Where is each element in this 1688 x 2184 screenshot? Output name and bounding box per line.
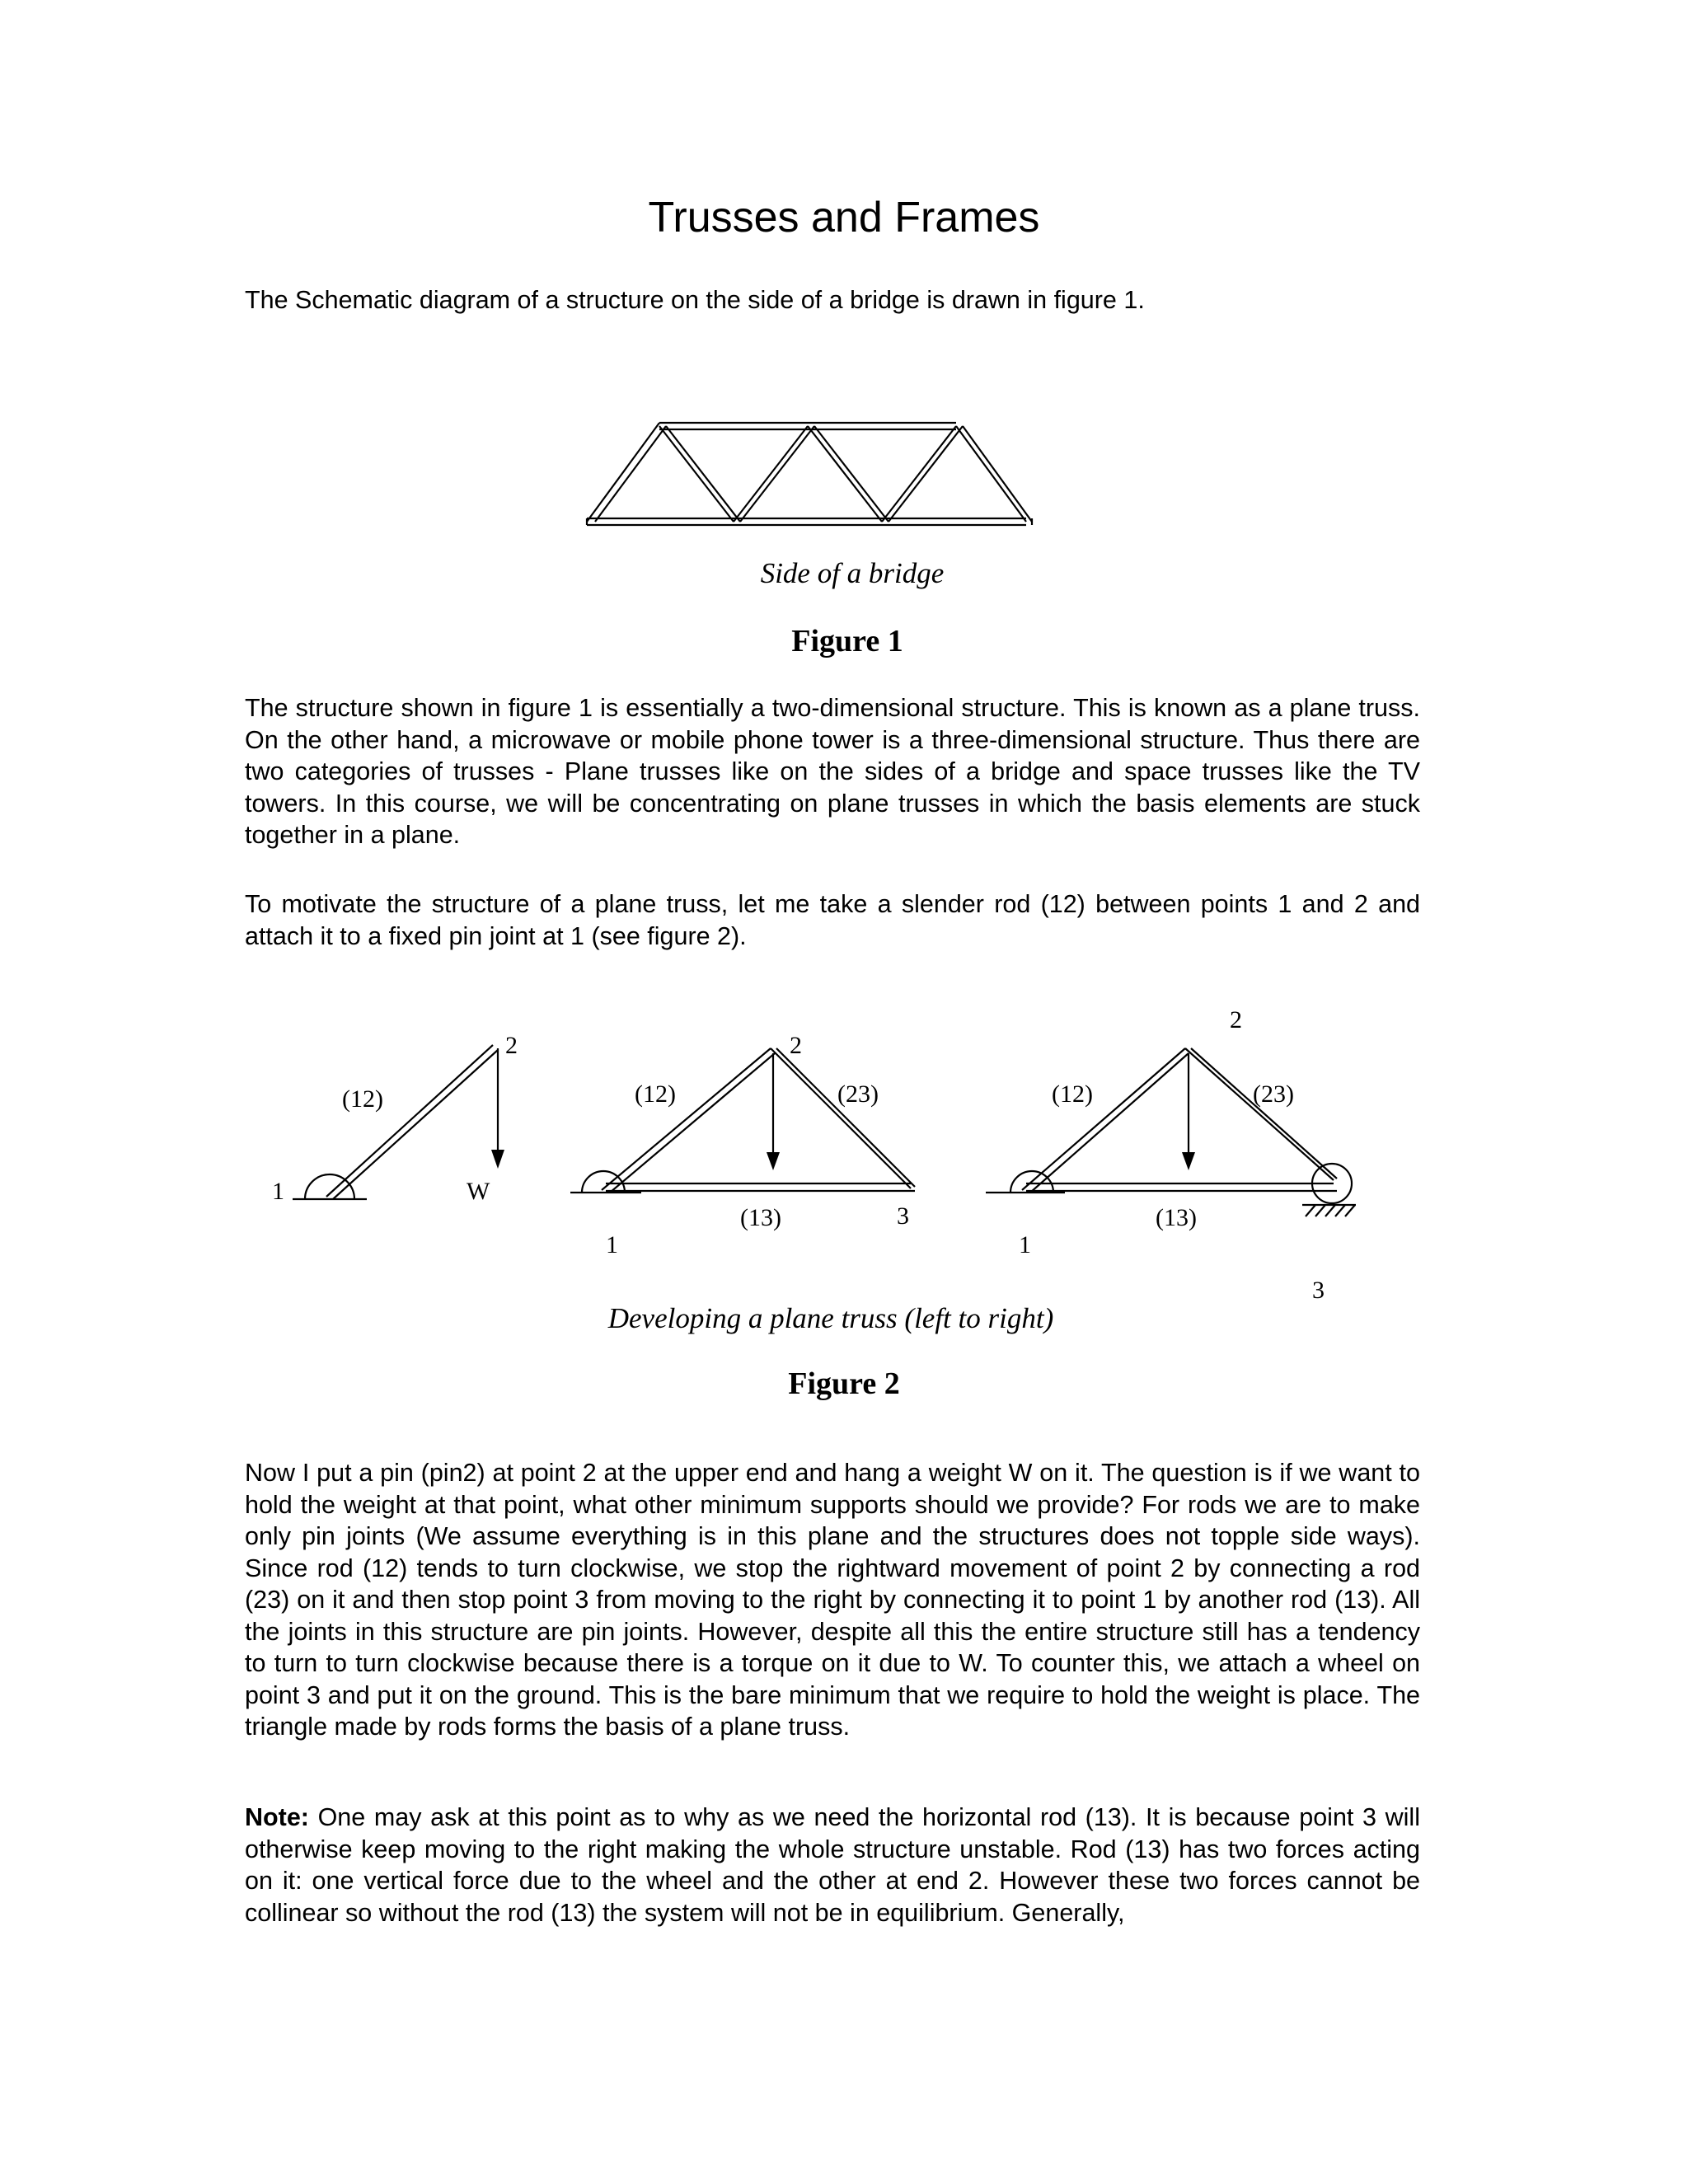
paragraph-motivation: To motivate the structure of a plane truss, let me take a slender rod (12) between points 1 and 2 and attach it to a fixed pin joint at 1 (see figure 2).: [245, 890, 1420, 950]
paragraph-pin-and-weight: Now I put a pin (pin2) at point 2 at the upper end and hang a weight W on it. The question is if we want to hold the weight at that point, what other minimum supports should we provide? For rods we are to make only pin joints (We assume everything is in this plane and the structures does not topple side ways). Since rod (12) tends to turn clockwise, we stop the rightward movement of point 2 by connecting a rod (23) on it and then stop point 3 from moving to the right by connecting it to point 1 by another rod (13). All the joints in this structure are pin joints. However, despite all this the entire structure still has a tendency to turn to turn clockwise because there is a torque on it due to W. To counter this, we attach a wheel on point 3 and put it on the ground. This is the bare minimum that we require to hold the weight is place. The triangle made by rods forms the basis of a plane truss.: [245, 1459, 1420, 1741]
figure-1-label: Figure 1: [791, 624, 903, 658]
figure-2-caption: Developing a plane truss (left to right): [607, 1302, 1054, 1334]
paragraph-plane-truss: The structure shown in figure 1 is essentially a two-dimensional structure. This is known as a plane truss. On the other hand, a microwave or mobile phone tower is a three-dimensional structure. Thus there are two categories of trusses - Plane trusses like on the sides of a bridge and space trusses like the TV towers. In this course, we will be concentrating on plane trusses in which the basis elements are stuck together in a plane.: [245, 694, 1420, 849]
label-point-1: 1: [606, 1231, 618, 1258]
note-label: Note:: [245, 1803, 309, 1831]
label-rod-13: (13): [740, 1204, 781, 1231]
intro-paragraph: The Schematic diagram of a structure on the side of a bridge is drawn in figure 1.: [245, 286, 1145, 314]
label-rod-12: (12): [1052, 1080, 1093, 1108]
figure-2-label: Figure 2: [788, 1366, 900, 1401]
label-rod-23: (23): [837, 1080, 879, 1108]
label-point-3: 3: [897, 1202, 909, 1230]
label-point-2: 2: [505, 1032, 518, 1059]
label-rod-12: (12): [635, 1080, 676, 1108]
label-weight: W: [467, 1178, 490, 1205]
page-title: Trusses and Frames: [648, 194, 1040, 241]
note-text: One may ask at this point as to why as we need the horizontal rod (13). It is because point 3 will otherwise keep moving to the right making the whole structure unstable. Rod (13) has two forces acting on it: one vertical force due to the wheel and the other at end 2. However these two forces cannot be collinear so without the rod (13) the system will not be in equilibrium. Generally,: [245, 1803, 1420, 1927]
label-point-1: 1: [272, 1178, 284, 1205]
label-point-2: 2: [790, 1032, 802, 1059]
label-rod-13: (13): [1156, 1204, 1197, 1231]
label-rod-23: (23): [1253, 1080, 1294, 1108]
label-point-3: 3: [1312, 1277, 1325, 1304]
label-point-2: 2: [1230, 1006, 1242, 1033]
label-point-1: 1: [1019, 1231, 1031, 1258]
note-paragraph: [245, 1802, 1420, 1929]
label-rod-12: (12): [342, 1085, 383, 1113]
figure-1-caption: Side of a bridge: [760, 557, 945, 589]
